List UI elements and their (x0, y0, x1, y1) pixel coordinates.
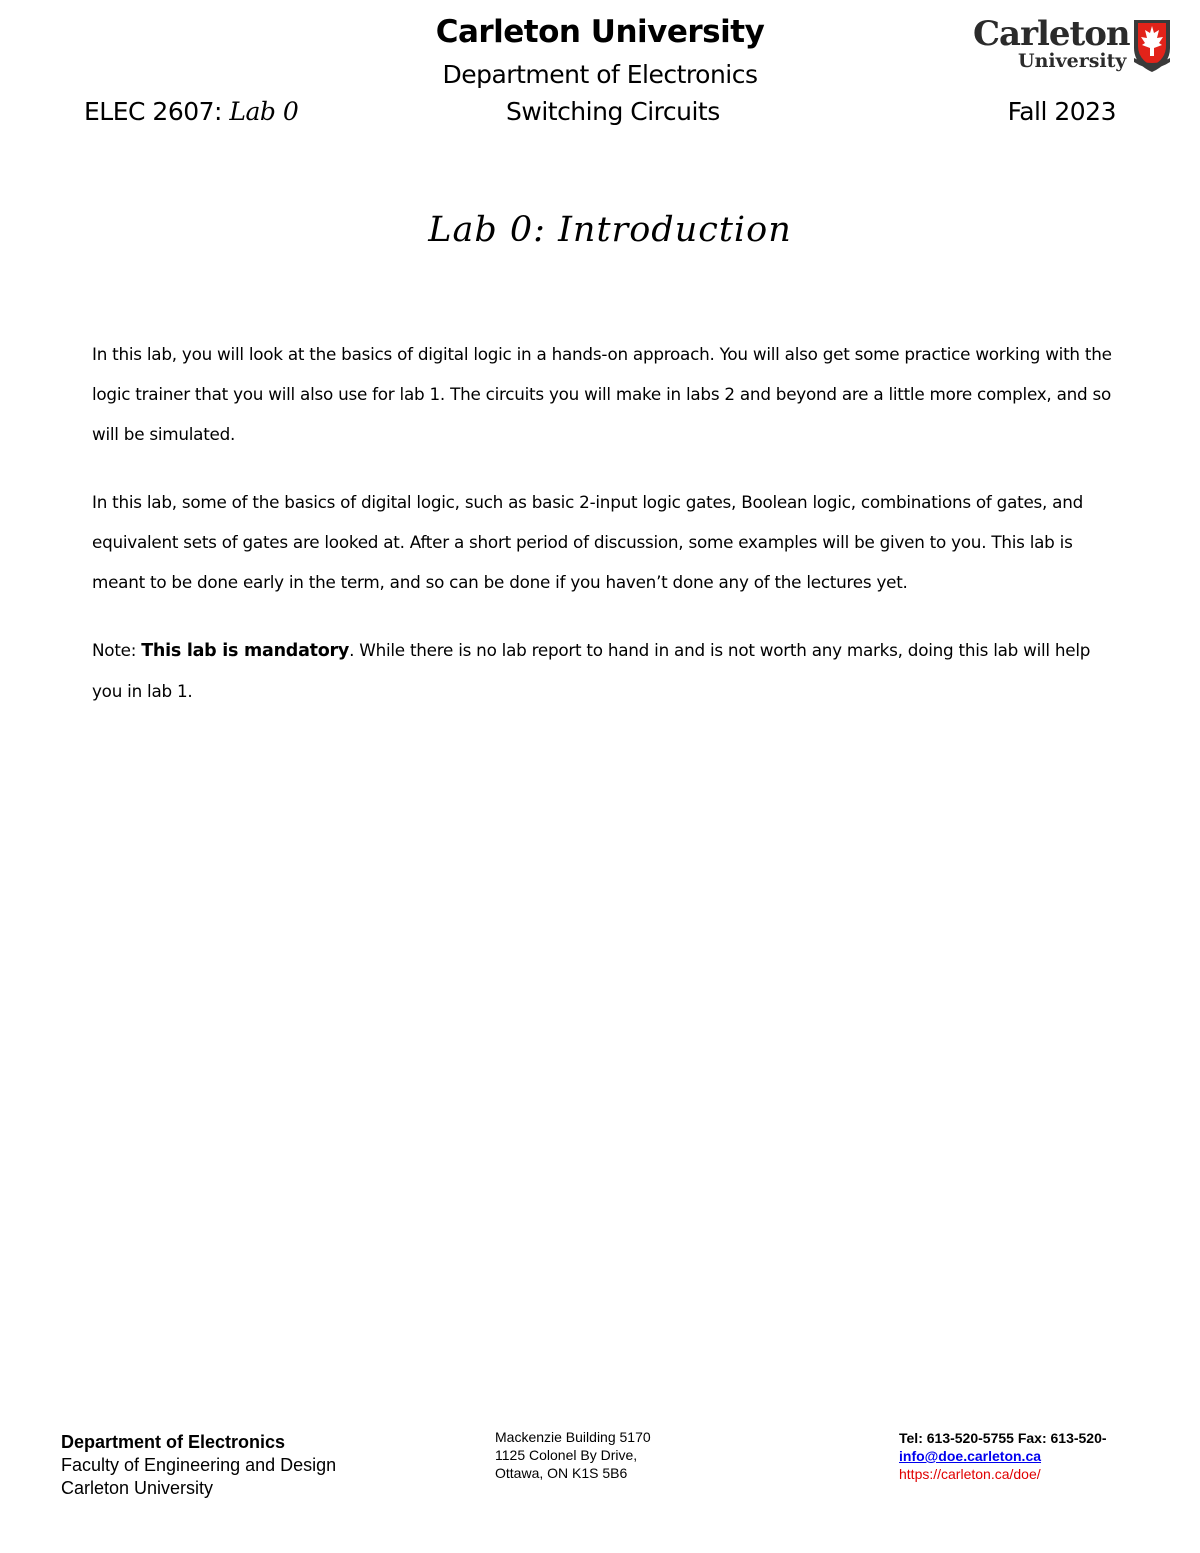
course-lab-label: Lab 0 (229, 97, 299, 126)
intro-paragraph: In this lab, you will look at the basics of digital logic in a hands-on approach. You will also get some practice working with the logic trainer that you will also use for lab 1. The circuits you will make in labs 2 and beyond are a little more complex, and so will be simulated. (92, 344, 1112, 444)
course-code-label: ELEC 2607: (84, 97, 222, 126)
footer-university: Carleton University (61, 1478, 214, 1498)
course-title: Switching Circuits (506, 97, 720, 126)
mandatory-emphasis: This lab is mandatory (141, 641, 350, 661)
footer-city: Ottawa, ON K1S 5B6 (495, 1465, 628, 1481)
logo-wordmark: Carleton (973, 14, 1130, 54)
course-info-row (84, 97, 1116, 133)
university-heading: Carleton University (435, 14, 765, 50)
footer-faculty: Faculty of Engineering and Design (61, 1455, 337, 1475)
basics-paragraph: In this lab, some of the basics of digital logic, such as basic 2-input logic gates, Boolean logic, combinations of gates, and equivalent sets of gates are looked at. After a short period of discussion, some examples will be given to you. This lab is meant to be done early in the term, and so can be done if you haven’t done any of the lectures yet. (92, 492, 1084, 592)
course-term: Fall 2023 (1007, 97, 1116, 126)
note-rest: . While there is no lab report to hand in and is not worth any marks, doing this lab will help you in lab 1. (92, 640, 1091, 701)
footer-department-block (61, 1431, 336, 1500)
footer-street: 1125 Colonel By Drive, (495, 1447, 638, 1463)
course-code (84, 97, 298, 126)
footer-building: Mackenzie Building 5170 (495, 1429, 651, 1445)
footer-contact-block (899, 1429, 1107, 1483)
note-paragraph (92, 630, 1122, 711)
logo-subtitle: University (1018, 50, 1127, 72)
maple-leaf-shield-icon (1132, 18, 1172, 74)
carleton-logo (970, 14, 1162, 76)
footer-phone: Tel: 613-520-5755 Fax: 613-520- (899, 1430, 1107, 1446)
note-prefix: Note: (92, 640, 142, 660)
footer-website-link[interactable]: https://carleton.ca/doe/ (899, 1466, 1041, 1482)
department-heading: Department of Electronics (442, 60, 758, 89)
footer-department: Department of Electronics (61, 1432, 286, 1452)
document-title: Lab 0: Introduction (428, 210, 792, 250)
footer-email-link[interactable]: info@doe.carleton.ca (899, 1448, 1042, 1464)
footer-address-block (495, 1428, 651, 1482)
